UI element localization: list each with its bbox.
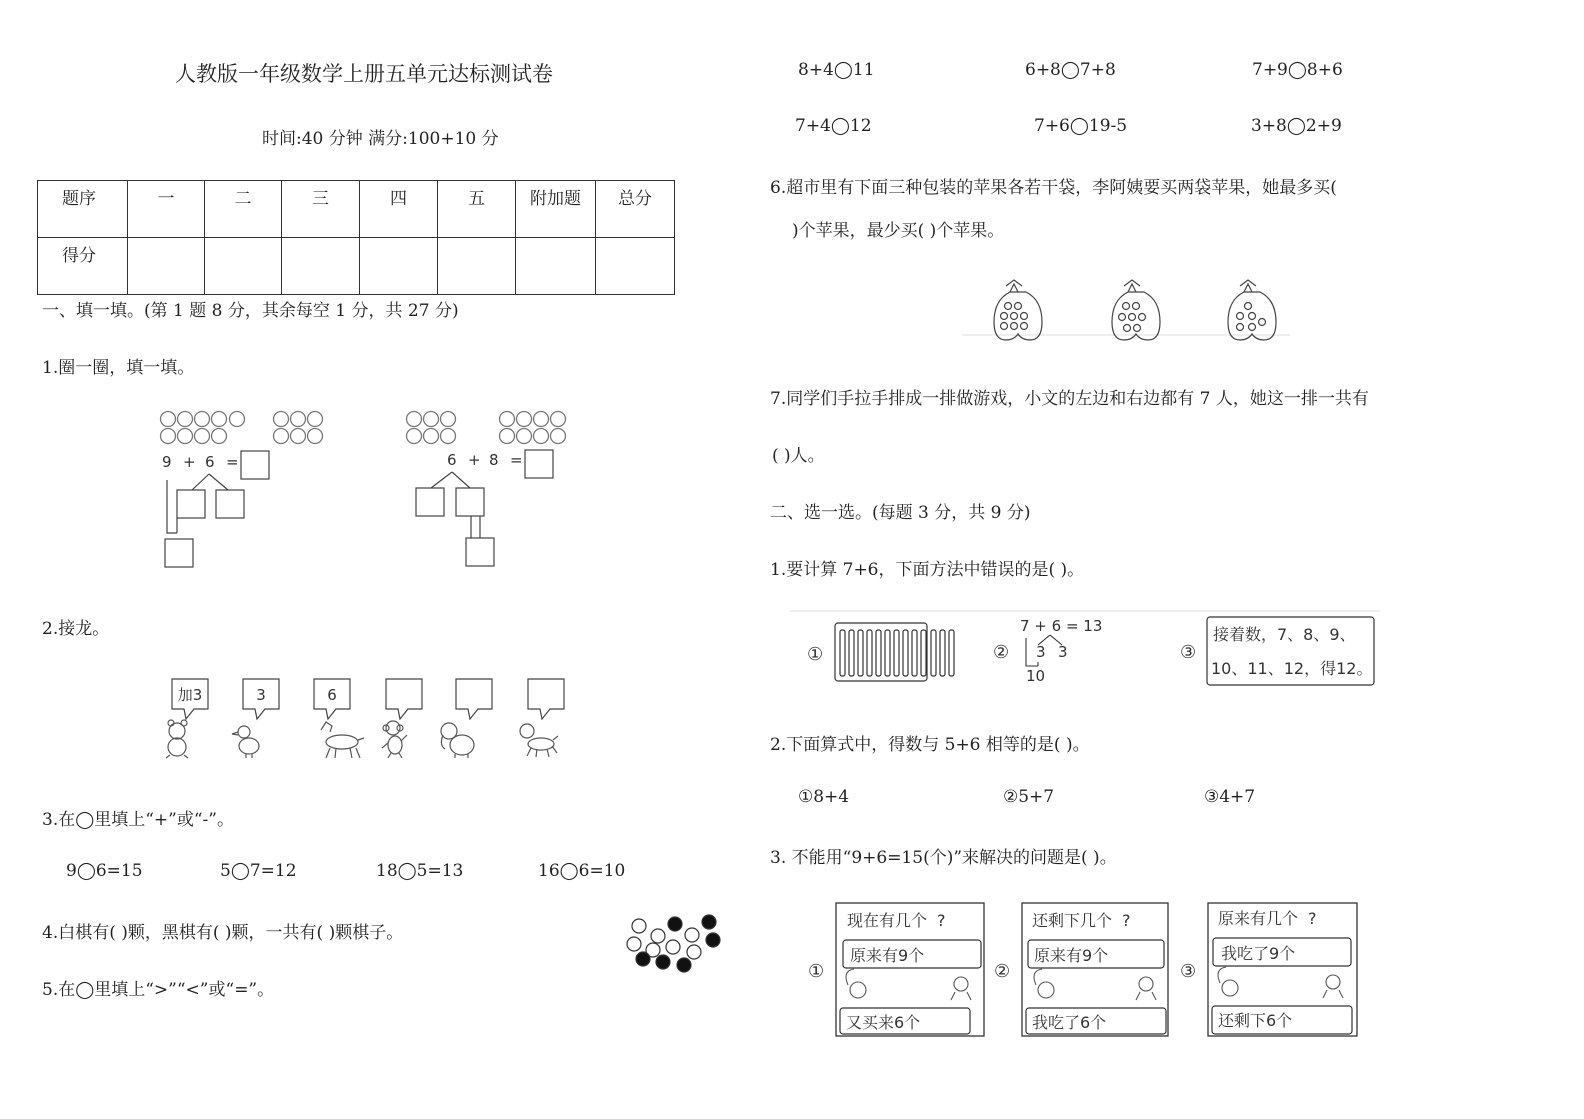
s2-q1-text: 1.要计算 7+6，下面方法中错误的是( )。 <box>770 560 1085 580</box>
bubble-label: 3 <box>256 686 266 704</box>
score-header-cell: 题序 <box>38 181 128 238</box>
story-panel <box>1208 903 1357 1036</box>
panel-line-a: 原来有9个 <box>1034 946 1109 965</box>
score-header-cell: 一 <box>128 181 205 238</box>
q5-item: 3+8◯2+9 <box>1251 116 1342 136</box>
q5-item: 7+6◯19-5 <box>1034 116 1128 136</box>
option-marker: ② <box>993 642 1010 663</box>
bubble-label: 加3 <box>177 686 203 704</box>
monkey-icon <box>954 977 968 991</box>
option-marker: ③ <box>1180 642 1197 663</box>
eq1-op: + <box>183 453 196 471</box>
story-panel <box>1022 903 1168 1036</box>
q3-item: 5◯7=12 <box>220 861 297 881</box>
s2-q2-option: ③4+7 <box>1204 787 1256 807</box>
score-header-cell: 二 <box>205 181 282 238</box>
option-marker: ① <box>807 644 824 665</box>
eq2-op: + <box>468 451 481 469</box>
q5-item: 7+9◯8+6 <box>1252 60 1343 80</box>
squirrel-icon <box>1038 982 1054 998</box>
svg-text:?: ? <box>937 911 946 930</box>
page-subtitle: 时间:40 分钟 满分:100+10 分 <box>262 129 499 149</box>
score-header-cell: 四 <box>360 181 438 238</box>
option2-split: 3 <box>1036 643 1046 661</box>
q6-line2: )个苹果，最少买( )个苹果。 <box>792 221 1005 241</box>
s2-q3-text: 3. 不能用“9+6=15(个)”来解决的问题是( )。 <box>770 848 1117 868</box>
monkey-icon <box>1326 975 1340 989</box>
eq2-eq: = <box>510 451 523 469</box>
eq1-num-a: 9 <box>162 453 172 471</box>
panel-line-b: 又买来6个 <box>846 1013 921 1032</box>
option2-ten: 10 <box>1026 667 1046 685</box>
option3-line: 接着数，7、8、9、 <box>1213 625 1356 644</box>
panel-question: 还剩下几个 <box>1032 911 1113 930</box>
s2-q2-option: ②5+7 <box>1003 787 1055 807</box>
q7-line1: 7.同学们手拉手排成一排做游戏，小文的左边和右边都有 7 人，她这一排一共有 <box>770 389 1369 409</box>
panel-line-a: 原来有9个 <box>850 946 925 965</box>
panel-line-a: 我吃了9个 <box>1221 944 1296 963</box>
q2-text: 2.接龙。 <box>42 619 110 639</box>
option-marker: ③ <box>1180 961 1197 982</box>
q6-line1: 6.超市里有下面三种包装的苹果各若干袋，李阿姨要买两袋苹果，她最多买( <box>770 178 1337 198</box>
score-row-label: 得分 <box>38 238 128 295</box>
option-marker: ② <box>994 961 1011 982</box>
panel-line-b: 还剩下6个 <box>1218 1011 1293 1030</box>
eq1-num-b: 6 <box>205 453 215 471</box>
score-header-cell: 五 <box>438 181 516 238</box>
eq2-num-b: 8 <box>489 451 499 469</box>
q5-item: 7+4◯12 <box>795 116 872 136</box>
score-header-cell: 附加题 <box>516 181 596 238</box>
option-marker: ① <box>808 961 825 982</box>
q5-text: 5.在◯里填上“>”“<”或“=”。 <box>42 980 275 1000</box>
q3-item: 9◯6=15 <box>66 861 143 881</box>
eq2-num-a: 6 <box>447 451 457 469</box>
q3-item: 18◯5=13 <box>376 861 464 881</box>
bubble-label: 6 <box>327 686 337 704</box>
q5-item: 6+8◯7+8 <box>1025 60 1116 80</box>
panel-question: 现在有几个 <box>847 911 928 930</box>
panel-line-b: 我吃了6个 <box>1032 1013 1107 1032</box>
squirrel-icon <box>850 982 866 998</box>
q5-item: 8+4◯11 <box>798 60 875 80</box>
option2-split: 3 <box>1058 643 1068 661</box>
q3-item: 16◯6=10 <box>538 861 626 881</box>
squirrel-icon <box>1222 980 1238 996</box>
score-header-cell: 三 <box>282 181 360 238</box>
monkey-icon <box>1139 977 1153 991</box>
svg-text:?: ? <box>1308 909 1317 928</box>
panel-question: 原来有几个 <box>1218 909 1299 928</box>
page-title: 人教版一年级数学上册五单元达标测试卷 <box>175 62 553 86</box>
q1-text: 1.圈一圈，填一填。 <box>42 358 195 378</box>
story-panel <box>836 903 984 1036</box>
option3-line: 10、11、12，得12。 <box>1211 659 1373 678</box>
s2-q2-option: ①8+4 <box>798 787 850 807</box>
s2-q2-text: 2.下面算式中，得数与 5+6 相等的是( )。 <box>770 735 1090 755</box>
q7-line2: ( )人。 <box>772 446 825 466</box>
q4-text: 4.白棋有( )颗，黑棋有( )颗，一共有( )颗棋子。 <box>42 923 404 943</box>
q3-text: 3.在◯里填上“+”或“-”。 <box>42 810 234 830</box>
score-header-cell: 总分 <box>596 181 675 238</box>
section2-heading: 二、选一选。(每题 3 分，共 9 分) <box>770 503 1031 523</box>
eq1-eq: = <box>226 453 239 471</box>
section1-heading: 一、填一填。(第 1 题 8 分，其余每空 1 分，共 27 分) <box>42 301 459 321</box>
svg-text:?: ? <box>1122 911 1131 930</box>
option2-equation: 7 + 6 = 13 <box>1020 617 1103 635</box>
